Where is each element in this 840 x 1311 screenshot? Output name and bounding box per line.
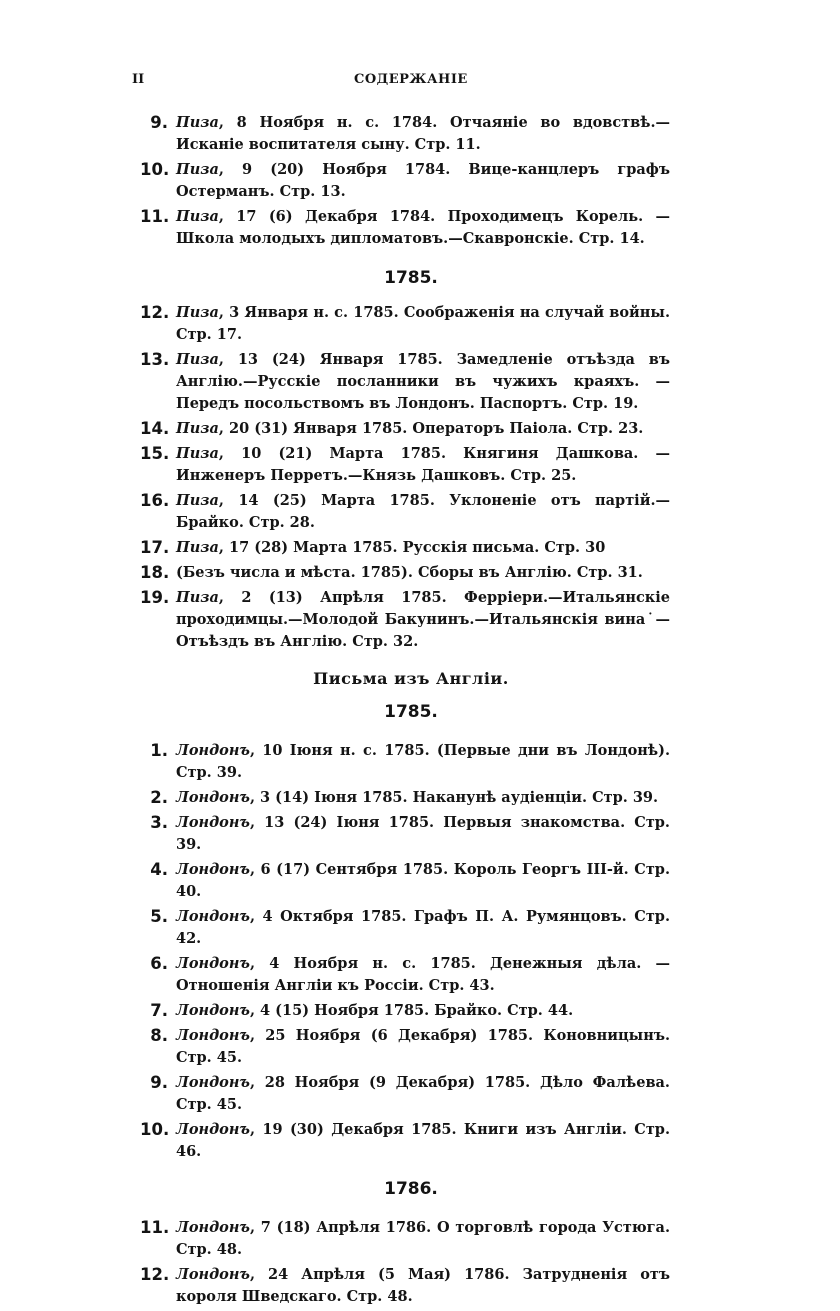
entry-text: , 10 Іюня н. с. 1785. (Первые дни въ Лондонѣ). Стр. 39. [176, 742, 670, 781]
toc-entry [140, 1000, 670, 1022]
entry-text: , 7 (18) Апрѣля 1786. О торговлѣ города Устюга. Стр. 48. [176, 1219, 670, 1258]
toc-entry [140, 587, 670, 653]
entry-number: 18. [140, 563, 170, 582]
entry-place: Лондонъ [176, 955, 250, 972]
entry-place: Пиза [176, 420, 219, 437]
entry-place: Лондонъ [176, 861, 250, 878]
entry-text: , 3 (14) Іюня 1785. Наканунѣ аудіенціи. Стр. 39. [249, 789, 659, 806]
toc-entry [140, 953, 670, 997]
entry-place: Лондонъ [176, 1219, 250, 1236]
entry-number: 17. [140, 538, 170, 557]
entry-number: 9. [150, 113, 168, 132]
entry-text: , 6 (17) Сентября 1785. Король Георгъ III-й. Стр. 40. [176, 861, 670, 900]
entry-number: 4. [150, 860, 168, 879]
entry-place: Лондонъ [176, 1121, 250, 1138]
entry-number: 13. [140, 350, 170, 369]
entry-group-london-1786 [140, 1217, 670, 1308]
toc-entry [140, 443, 670, 487]
entry-text: , 19 (30) Декабря 1785. Книги изъ Англіи. Стр. 46. [176, 1121, 670, 1160]
entry-number: 12. [140, 1265, 170, 1284]
entry-place: Пиза [176, 304, 219, 321]
toc-entry [140, 349, 670, 415]
toc-entry [140, 787, 670, 809]
entry-number: 1. [150, 741, 168, 760]
entry-text: , 13 (24) Іюня 1785. Первыя знакомства. Стр. 39. [176, 814, 670, 853]
entry-number: 10. [140, 160, 170, 179]
entry-place: Лондонъ [176, 908, 250, 925]
entry-text: , 2 (13) Апрѣля 1785. Ферріери.—Итальянскіе проходимцы.—Молодой Бакунинъ.—Итальянскія вина˙—Отъѣздъ въ Англію. Стр. 32. [176, 589, 670, 650]
page-number: II [132, 72, 145, 87]
entry-place: Пиза [176, 492, 219, 509]
section-title: Письма изъ Англіи. [313, 669, 509, 688]
toc-entry [140, 490, 670, 534]
entry-place: Пиза [176, 161, 219, 178]
entry-place: Пиза [176, 351, 219, 368]
entry-number: 16. [140, 491, 170, 510]
toc-entry [140, 418, 670, 440]
entry-text: , 9 (20) Ноября 1784. Вице-канцлеръ графъ Остерманъ. Стр. 13. [176, 161, 670, 200]
entry-number: 9. [150, 1073, 168, 1092]
toc-entry [140, 1264, 670, 1308]
entry-text: , 20 (31) Января 1785. Операторъ Паіола. Стр. 23. [218, 420, 644, 437]
entry-number: 15. [140, 444, 170, 463]
page-header [120, 72, 740, 92]
entry-number: 6. [150, 954, 168, 973]
entry-number: 10. [140, 1120, 170, 1139]
toc-entry [140, 302, 670, 346]
toc-entry [140, 206, 670, 250]
entry-text: , 14 (25) Марта 1785. Уклоненіе отъ партій.—Брайко. Стр. 28. [176, 492, 670, 531]
entry-place: Лондонъ [176, 1027, 250, 1044]
entry-number: 14. [140, 419, 170, 438]
entry-place: Лондонъ [176, 789, 250, 806]
entry-place: Лондонъ [176, 1074, 250, 1091]
toc-entry [140, 537, 670, 559]
entry-text: , 3 Января н. с. 1785. Соображенія на случай войны. Стр. 17. [176, 304, 670, 343]
toc-entry [140, 562, 670, 584]
table-of-contents [140, 112, 670, 1311]
toc-entry [140, 112, 670, 156]
entry-number: 19. [140, 588, 170, 607]
entry-number: 2. [150, 788, 168, 807]
entry-text: , 4 (15) Ноября 1785. Брайко. Стр. 44. [249, 1002, 574, 1019]
entry-place: Лондонъ [176, 814, 250, 831]
entry-text: , 28 Ноября (9 Декабря) 1785. Дѣло Фалѣева. Стр. 45. [176, 1074, 670, 1113]
entry-text: , 25 Ноября (6 Декабря) 1785. Коновницынъ. Стр. 45. [176, 1027, 670, 1066]
toc-entry [140, 1119, 670, 1163]
entry-place: Лондонъ [176, 1002, 250, 1019]
toc-entry [140, 159, 670, 203]
entry-number: 7. [150, 1001, 168, 1020]
entry-place: Лондонъ [176, 1266, 250, 1283]
entry-place: Пиза [176, 208, 219, 225]
entry-text: , 4 Ноября н. с. 1785. Денежныя дѣла. — Отношенія Англіи къ Россіи. Стр. 43. [176, 955, 670, 994]
toc-entry [140, 859, 670, 903]
toc-entry [140, 812, 670, 856]
toc-entry [140, 1025, 670, 1069]
entry-number: 11. [140, 1218, 170, 1237]
entry-text: , 17 (28) Марта 1785. Русскія письма. Стр. 30 [218, 539, 606, 556]
entry-text: , 10 (21) Марта 1785. Княгиня Дашкова. — Инженеръ Перретъ.—Князь Дашковъ. Стр. 25. [176, 445, 670, 484]
entry-group-pisa-1785 [140, 302, 670, 653]
running-head: СОДЕРЖАНІЕ [354, 72, 468, 87]
entry-number: 8. [150, 1026, 168, 1045]
entry-text: , 8 Ноября н. с. 1784. Отчаяніе во вдовствѣ.—Исканіе воспитателя сыну. Стр. 11. [176, 114, 670, 153]
year-heading-1785-london: 1785. [384, 702, 438, 722]
entry-number: 11. [140, 207, 170, 226]
entry-text: , 13 (24) Января 1785. Замедленіе отъѣзда въ Англію.—Русскіе посланники въ чужихъ краяхъ. — Передъ посольствомъ въ Лондонъ. Паспортъ. Стр. 19. [176, 351, 670, 412]
entry-group-pisa-1784 [140, 112, 670, 250]
entry-place: Пиза [176, 539, 219, 556]
entry-group-london-1785 [140, 740, 670, 1163]
entry-place: Лондонъ [176, 742, 250, 759]
toc-entry [140, 1072, 670, 1116]
year-heading-1786: 1786. [384, 1179, 438, 1199]
entry-place: Пиза [176, 445, 219, 462]
toc-entry [140, 906, 670, 950]
year-heading-1785: 1785. [384, 268, 438, 288]
entry-text: , 17 (6) Декабря 1784. Проходимецъ Корель. — Школа молодыхъ дипломатовъ.—Скавронскіе. Стр. 14. [176, 208, 670, 247]
entry-number: 5. [150, 907, 168, 926]
entry-text: , 4 Октября 1785. Графъ П. А. Румянцовъ. Стр. 42. [176, 908, 670, 947]
entry-place: Пиза [176, 589, 219, 606]
toc-entry [140, 740, 670, 784]
entry-number: 12. [140, 303, 170, 322]
entry-number: 3. [150, 813, 168, 832]
entry-place: Пиза [176, 114, 219, 131]
entry-text: (Безъ числа и мѣста. 1785). Сборы въ Англію. Стр. 31. [176, 564, 643, 581]
toc-entry [140, 1217, 670, 1261]
entry-text: , 24 Апрѣля (5 Мая) 1786. Затрудненія отъ короля Шведскаго. Стр. 48. [176, 1266, 670, 1305]
